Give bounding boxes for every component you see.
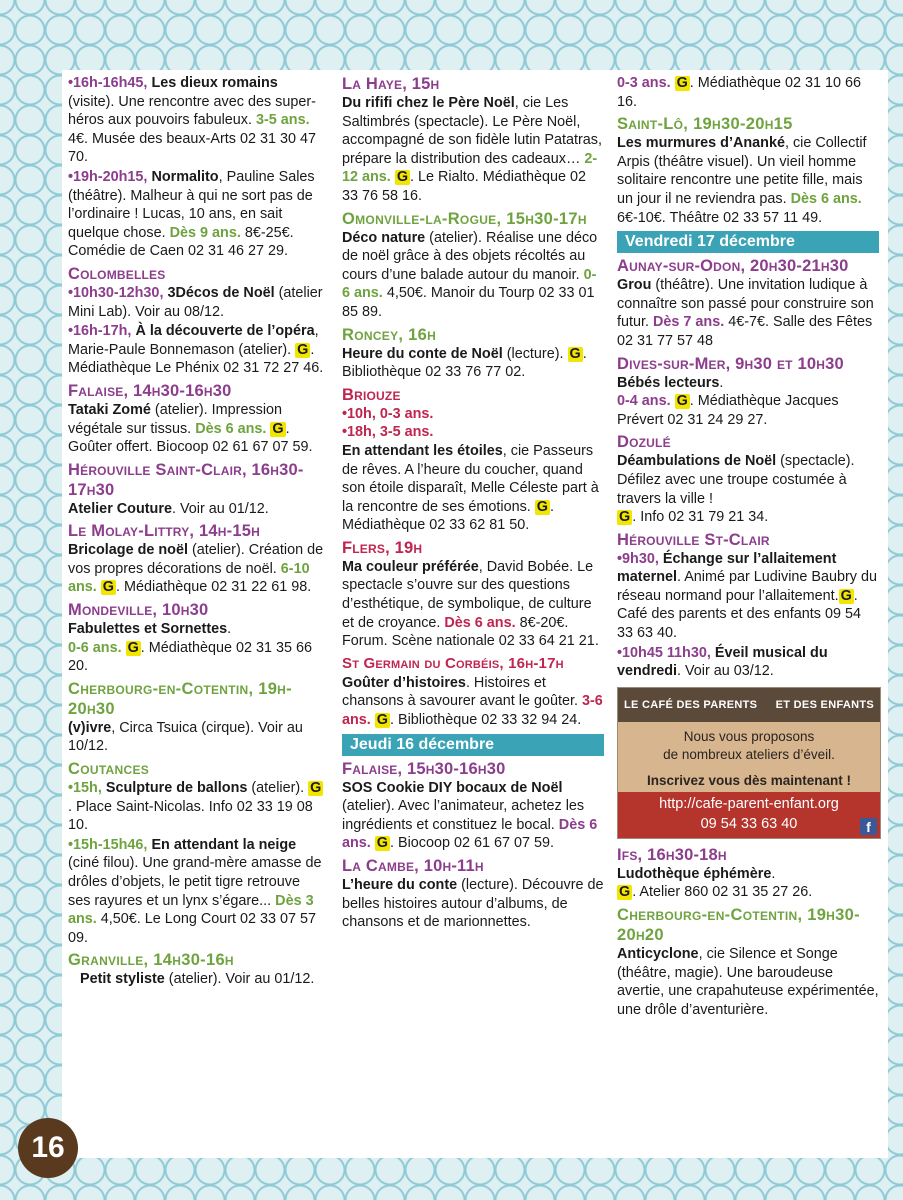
event-desc: (ciné filou). Une grand-mère amasse de drôles d’objets, le petit tigre retrouve ses rayures et un lynx s’égare... xyxy=(68,855,322,909)
event-age: Dès 6 ans. xyxy=(342,816,598,852)
event-info: . Place Saint-Nicolas. Info 02 33 19 08 10. xyxy=(68,798,313,834)
event-entry xyxy=(617,644,879,681)
location-heading: Roncey, 16h xyxy=(342,325,437,344)
event-desc: (théâtre). Une invitation ludique à connaître son passé pour construire son futur. xyxy=(617,277,874,331)
event-age: 3-6 ans. xyxy=(342,693,603,729)
event-title: À la découverte de l’opéra xyxy=(135,323,315,340)
event-title: (v)ivre xyxy=(68,719,112,736)
free-badge: G xyxy=(102,579,114,596)
event-title: 3Décos de Noël xyxy=(167,284,275,301)
location-heading: Falaise, 15h30-16h30 xyxy=(342,759,506,778)
location-heading: Aunay-sur-Odon, 20h30-21h30 xyxy=(617,257,849,276)
event-entry xyxy=(68,779,324,835)
event-desc: (visite). Une rencontre avec des super-héros aux pouvoirs fabuleux. xyxy=(68,93,316,129)
event-info: . Médiathèque Jacques Prévert 02 31 24 29 27. xyxy=(617,393,839,428)
event-time: •16h-16h45, xyxy=(68,75,148,91)
event-title: Atelier Couture xyxy=(68,500,172,517)
event-time: •15h, xyxy=(68,780,102,797)
event-desc: , Pauline Sales (théâtre). Malheur à qui ne sort pas de l’ordinaire ! Lucas, 10 ans, en sait quelque chose. xyxy=(68,168,315,241)
event-entry xyxy=(617,74,879,111)
location-heading: Colombelles xyxy=(68,264,166,283)
free-badge: G xyxy=(619,509,631,526)
event-info: 8€-25€. Comédie de Caen 02 31 46 27 29. xyxy=(68,224,294,260)
event-time: •16h-17h, xyxy=(68,323,132,340)
event-age: Dès 9 ans. xyxy=(169,224,241,241)
event-entry xyxy=(617,945,879,1019)
event-time: •9h30, xyxy=(617,550,659,567)
ad-phone: 09 54 33 63 40 xyxy=(700,815,798,832)
event-time: •10h30-12h30, xyxy=(68,284,164,301)
location-heading: Saint-Lô, 19h30-20h15 xyxy=(617,115,793,134)
event-desc: . Voir au 01/12. xyxy=(171,500,269,517)
event-desc: , David Bobée. Le spectacle s’ouvre sur des questions d’esthétique, de symbolique, de culture et de croyance. xyxy=(342,558,594,631)
event-title: Les murmures d’Ananké xyxy=(617,135,785,152)
event-info: . Info 02 31 79 21 34. xyxy=(632,509,769,526)
event-info: . Médiathèque 02 31 10 66 16. xyxy=(617,75,862,110)
ad-url[interactable]: http://cafe-parent-enfant.org xyxy=(659,795,839,812)
location-heading: Flers, 19h xyxy=(342,538,423,557)
event-title: Du rififi chez le Père Noël xyxy=(342,95,515,111)
event-desc: , Marie-Paule Bonnemason (atelier). xyxy=(68,323,319,358)
event-desc: (atelier). Création de vos propres décorations de noël. xyxy=(68,542,324,577)
page-number: 16 xyxy=(18,1118,78,1178)
event-entry xyxy=(342,94,604,206)
event-desc: . xyxy=(719,374,724,391)
event-entry xyxy=(68,541,324,597)
event-desc: . Histoires et chansons à savourer avant le goûter. xyxy=(342,674,578,710)
event-age: Dès 6 ans. xyxy=(195,420,267,437)
location-heading: Dives-sur-Mer, 9h30 et 10h30 xyxy=(617,354,844,373)
ad-contact xyxy=(618,792,880,838)
event-entry xyxy=(342,779,604,853)
event-entry xyxy=(68,620,324,676)
event-title: Bébés lecteurs xyxy=(617,374,720,391)
event-title: En attendant la neige xyxy=(151,836,297,853)
event-entry xyxy=(68,500,324,519)
event-title: Éveil musical du vendredi xyxy=(617,644,828,680)
event-title: Ludothèque éphémère xyxy=(617,865,772,882)
event-info: 4,50€. Manoir du Tourp 02 33 01 85 89. xyxy=(342,285,595,320)
free-badge: G xyxy=(676,393,688,410)
event-desc: , cie Les Saltimbrés (spectacle). Le Père Noël, accompagné de son fidèle lutin Patatras, prépare la distribution des cadeaux… xyxy=(342,95,602,167)
event-age: 2-12 ans. xyxy=(342,150,598,186)
event-info: 8€-20€. Forum. Scène nationale 02 33 64 21 21. xyxy=(342,614,599,650)
day-header: Jeudi 16 décembre xyxy=(342,734,604,756)
ad-banner xyxy=(618,688,880,722)
event-desc: (lecture). xyxy=(502,345,564,362)
event-entry xyxy=(617,865,879,902)
ad-logo-left: LE CAFÉ DES PARENTS xyxy=(624,698,758,711)
page xyxy=(62,70,888,1158)
event-desc: (atelier). Voir au 01/12. xyxy=(164,971,315,988)
column-2 xyxy=(342,74,604,933)
event-entry xyxy=(617,374,879,430)
event-title: Échange sur l’allaitement maternel xyxy=(617,550,837,586)
location-heading: Falaise, 14h30-16h30 xyxy=(68,381,232,400)
free-badge: G xyxy=(376,835,388,852)
event-time: •18h, 3-5 ans. xyxy=(342,424,434,441)
cafe-parents-ad[interactable] xyxy=(617,687,881,839)
event-age: 3-5 ans. xyxy=(256,112,310,129)
event-entry xyxy=(342,405,604,535)
free-badge: G xyxy=(676,75,688,91)
location-heading: Omonville-la-Rogue, 15h30-17h xyxy=(342,209,587,228)
location-heading: Cherbourg-en-Cotentin, 19h-20h30 xyxy=(68,679,292,718)
event-info: 4€. Musée des beaux-Arts 02 31 30 47 70. xyxy=(68,130,316,166)
event-age: 0-6 ans. xyxy=(68,639,122,656)
event-age: Dès 3 ans. xyxy=(68,892,314,928)
event-info: . Bibliothèque 02 33 32 94 24. xyxy=(390,712,582,729)
event-entry xyxy=(68,970,324,989)
event-age: 6-10 ans. xyxy=(68,560,310,596)
event-info: . Le Rialto. Médiathèque 02 33 76 58 16. xyxy=(342,169,587,204)
event-age: 0-3 ans. xyxy=(617,75,671,91)
event-desc: , cie Silence et Songe (théâtre, magie). Une baroudeuse avertie, une crapahuteuse expérimentée, une drôle d’aventurière. xyxy=(617,946,879,1018)
location-heading: St Germain du Corbéis, 16h-17h xyxy=(342,654,564,672)
ad-message xyxy=(618,722,880,800)
event-desc: (atelier). Réalise une déco de noël grâce à des objets récoltés au cours d’une balade autour du manoir. xyxy=(342,229,598,283)
location-heading: Le Molay-Littry, 14h-15h xyxy=(68,522,260,541)
event-title: Fabulettes et Sornettes xyxy=(68,621,228,638)
event-title: En attendant les étoiles xyxy=(342,442,503,459)
facebook-icon[interactable]: f xyxy=(860,818,877,835)
event-title: Grou xyxy=(617,277,652,294)
event-time: •10h, 0-3 ans. xyxy=(342,405,434,422)
event-title: Les dieux romains xyxy=(151,75,278,91)
location-heading: Hérouville St-Clair xyxy=(617,530,770,549)
event-title: Heure du conte de Noël xyxy=(342,345,503,362)
location-heading: La Cambe, 10h-11h xyxy=(342,857,484,875)
event-entry xyxy=(617,134,879,227)
free-badge: G xyxy=(569,345,581,362)
event-info: . Bibliothèque 02 33 76 77 02. xyxy=(342,345,587,381)
event-title: Déco nature xyxy=(342,229,426,246)
event-desc: . Voir au 03/12. xyxy=(676,663,774,680)
event-info: . Café des parents et des enfants 09 54 33 63 40. xyxy=(617,587,862,642)
ad-line: Nous vous proposons xyxy=(683,728,815,744)
free-badge: G xyxy=(536,498,548,515)
location-heading: Cherbourg-en-Cotentin, 19h30-20h20 xyxy=(617,906,860,945)
event-entry xyxy=(617,452,879,526)
event-entry xyxy=(342,229,604,322)
location-heading: Briouze xyxy=(342,385,401,404)
event-info: . Goûter offert. Biocoop 02 61 67 07 59. xyxy=(68,420,313,456)
event-entry xyxy=(68,401,324,457)
event-title: SOS Cookie DIY bocaux de Noël xyxy=(342,779,563,796)
location-heading: La Haye, 15h xyxy=(342,75,440,93)
ad-line: Inscrivez vous dès maintenant ! xyxy=(646,772,852,788)
event-title: Ma couleur préférée xyxy=(342,558,479,575)
event-info: . Biocoop 02 61 67 07 59. xyxy=(390,835,555,852)
event-desc: (spectacle). Défilez avec une troupe costumée à travers la ville ! xyxy=(617,453,855,507)
event-entry xyxy=(68,168,324,261)
event-title: Tataki Zomé xyxy=(68,401,151,418)
event-title: Anticyclone xyxy=(617,946,699,963)
free-badge: G xyxy=(127,639,139,656)
event-entry xyxy=(68,74,324,167)
event-title: Normalito xyxy=(151,168,219,185)
event-age: Dès 6 ans. xyxy=(444,614,516,631)
event-info: . Médiathèque 02 31 22 61 98. xyxy=(116,579,312,596)
event-info: . Atelier 860 02 31 35 27 26. xyxy=(632,884,813,901)
event-entry xyxy=(617,550,879,643)
free-badge: G xyxy=(840,587,852,604)
event-desc: (lecture). Découvre de belles histoires autour d’albums, de chansons et de marionnettes. xyxy=(342,877,604,931)
event-title: Sculpture de ballons xyxy=(105,780,248,797)
event-entry xyxy=(617,276,879,350)
event-desc: . Animé par Ludivine Baubry du réseau normand pour l’allaitement. xyxy=(617,569,877,604)
event-title: Goûter d’histoires xyxy=(342,674,466,691)
event-desc: , cie Collectif Arpis (théâtre visuel). Un vieil homme solitaire rencontre une petite fille, mais un jour il ne reviendra pas. xyxy=(617,135,867,207)
event-entry xyxy=(342,345,604,382)
event-entry xyxy=(342,876,604,932)
location-heading: Ifs, 16h30-18h xyxy=(617,845,727,864)
event-age: 0-6 ans. xyxy=(342,266,597,302)
event-time: •15h-15h46, xyxy=(68,836,148,853)
ad-logo-right: ET DES ENFANTS xyxy=(775,698,874,711)
event-info: 4,50€. Le Long Court 02 33 07 57 09. xyxy=(68,911,317,946)
free-badge: G xyxy=(297,341,309,358)
event-info: 4€-7€. Salle des Fêtes 02 31 77 57 48 xyxy=(617,314,873,349)
free-badge: G xyxy=(396,169,409,186)
event-desc: . xyxy=(771,865,776,882)
event-desc: . xyxy=(227,621,232,638)
location-heading: Hérouville Saint-Clair, 16h30-17h30 xyxy=(68,460,304,499)
event-time: •19h-20h15, xyxy=(68,168,148,185)
event-entry xyxy=(68,836,324,948)
free-badge: G xyxy=(272,420,284,437)
event-entry xyxy=(342,558,604,651)
event-entry xyxy=(342,674,604,730)
location-heading: Granville, 14h30-16h xyxy=(68,951,234,970)
event-title: Petit styliste xyxy=(80,971,165,988)
free-badge: G xyxy=(310,780,322,797)
event-title: Déambulations de Noël xyxy=(617,453,777,470)
event-title: L’heure du conte xyxy=(342,877,458,893)
event-info: . Médiathèque Le Phénix 02 31 72 27 46. xyxy=(68,341,324,377)
event-info: 6€-10€. Théâtre 02 33 57 11 49. xyxy=(617,209,823,226)
event-entry xyxy=(68,284,324,321)
ad-line: de nombreux ateliers d’éveil. xyxy=(663,746,835,762)
day-header: Vendredi 17 décembre xyxy=(617,231,879,253)
column-1 xyxy=(68,74,324,990)
event-info: . Médiathèque 02 31 35 66 20. xyxy=(68,639,313,675)
event-age: 0-4 ans. xyxy=(617,393,671,410)
event-age: Dès 6 ans. xyxy=(790,190,862,207)
event-desc: , cie Passeurs de rêves. A l’heure du coucher, quand son étoile disparaît, Melle Céleste part à la rencontre de ses émotions. xyxy=(342,442,599,515)
event-time: •10h45 11h30, xyxy=(617,644,711,661)
location-heading: Coutances xyxy=(68,760,150,779)
event-desc: (atelier Mini Lab). Voir au 08/12. xyxy=(68,284,323,320)
event-entry xyxy=(68,322,324,378)
event-entry xyxy=(68,719,324,756)
column-3 xyxy=(617,74,879,1020)
free-badge: G xyxy=(619,884,631,901)
event-title: Bricolage de noël xyxy=(68,542,188,559)
free-badge: G xyxy=(376,712,388,729)
location-heading: Mondeville, 10h30 xyxy=(68,601,209,620)
event-desc: (atelier). xyxy=(251,780,305,797)
location-heading: Dozulé xyxy=(617,433,671,452)
event-info: . Médiathèque 02 33 62 81 50. xyxy=(342,498,554,534)
event-desc: (atelier). Avec l’animateur, achetez les ingrédients et constituez le bocal. xyxy=(342,798,585,833)
event-desc: (atelier). Impression végétale sur tissus. xyxy=(68,401,283,437)
event-desc: , Circa Tsuica (cirque). Voir au 10/12. xyxy=(68,719,303,755)
event-age: Dès 7 ans. xyxy=(653,314,725,331)
